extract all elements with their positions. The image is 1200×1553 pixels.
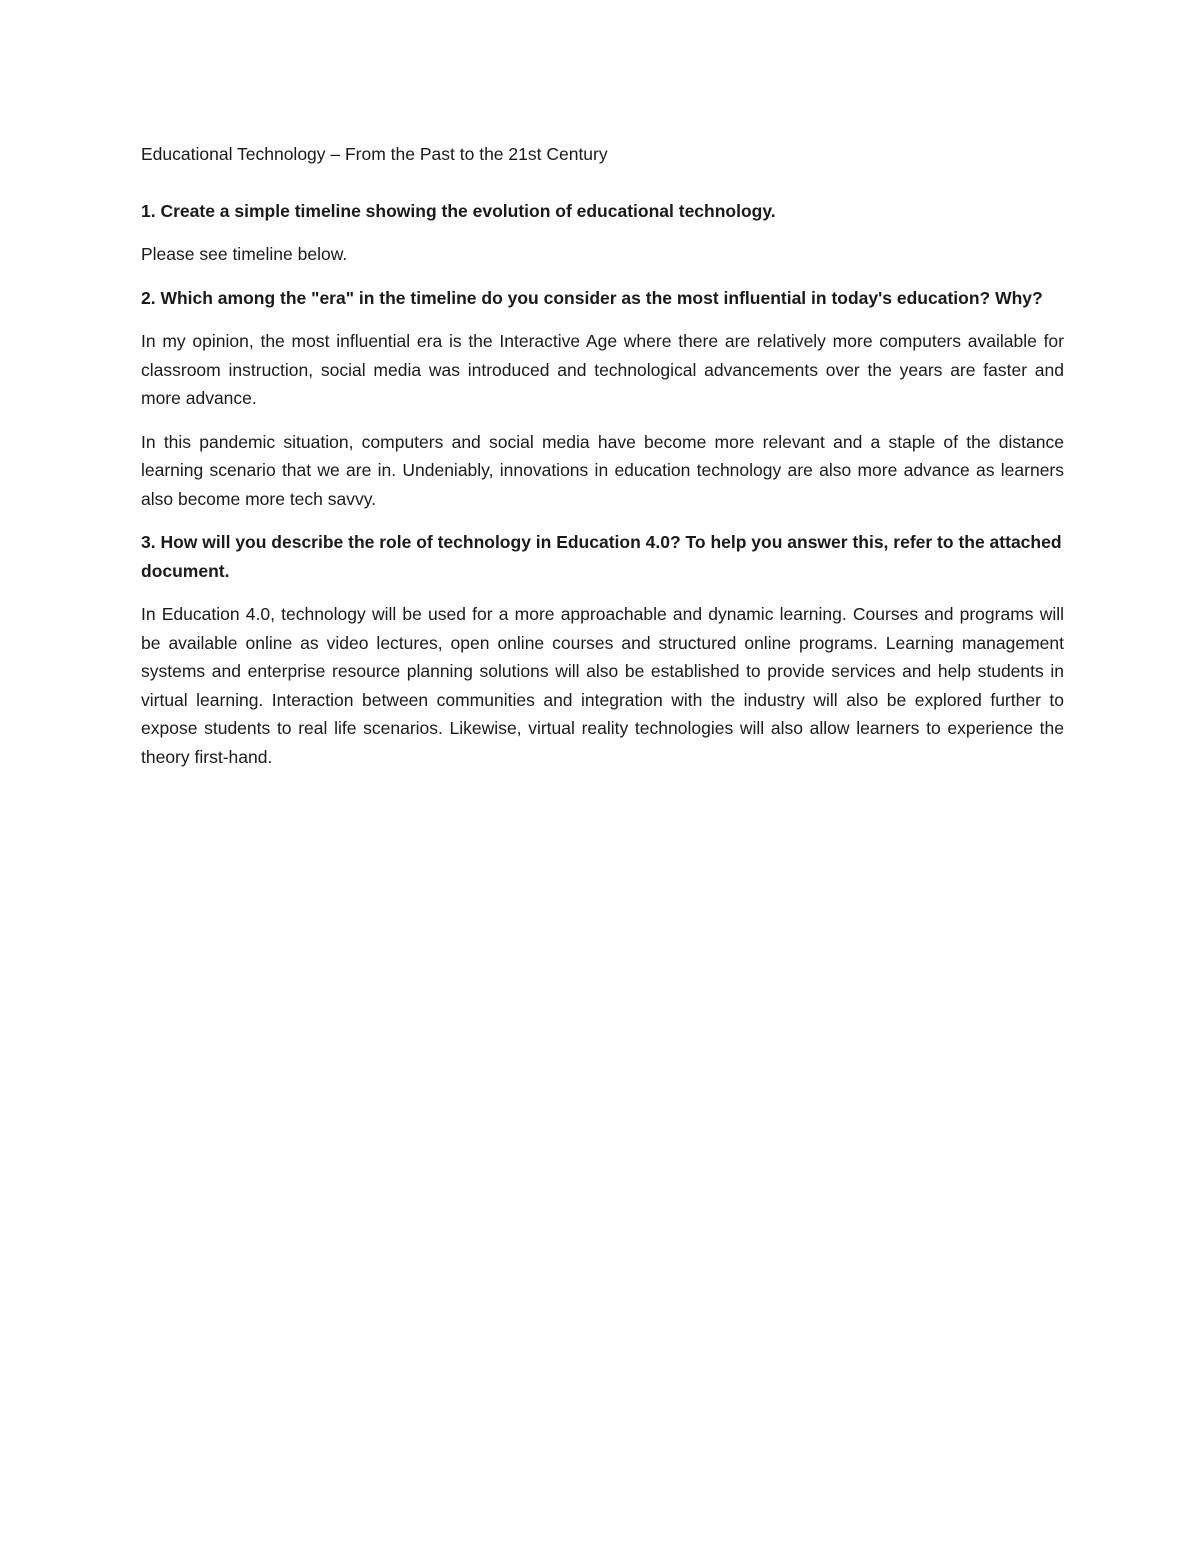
answer-1-paragraph-1: Please see timeline below. bbox=[141, 244, 348, 264]
answer-3-paragraph-1: In Education 4.0, technology will be used for a more approachable and dynamic learning. Courses and programs will be available online as video lectures, open online courses and structured online programs. Learning management systems and enterprise resource planning solutions will also be established to provide services and help students in virtual learning. Interaction between communities and integration with the industry will also be explored further to expose students to real life scenarios. Likewise, virtual reality technologies will also allow learners to experience the theory first-hand. bbox=[141, 604, 1064, 767]
question-1: 1. Create a simple timeline showing the evolution of educational technology. bbox=[141, 200, 776, 221]
question-2: 2. Which among the "era" in the timeline do you consider as the most influential in today's education? Why? bbox=[141, 287, 1043, 308]
document-body bbox=[141, 140, 1064, 786]
question-3: 3. How will you describe the role of technology in Education 4.0? To help you answer this, refer to the attached document. bbox=[141, 532, 1062, 581]
answer-2-paragraph-2: In this pandemic situation, computers and social media have become more relevant and a staple of the distance learning scenario that we are in. Undeniably, innovations in education technology are also more advance as learners also become more tech savvy. bbox=[141, 431, 1064, 509]
document-title: Educational Technology – From the Past to the 21st Century bbox=[141, 144, 608, 164]
answer-2-paragraph-1: In my opinion, the most influential era is the Interactive Age where there are relatively more computers available for classroom instruction, social media was introduced and technological advancements over the years are faster and more advance. bbox=[141, 331, 1064, 408]
